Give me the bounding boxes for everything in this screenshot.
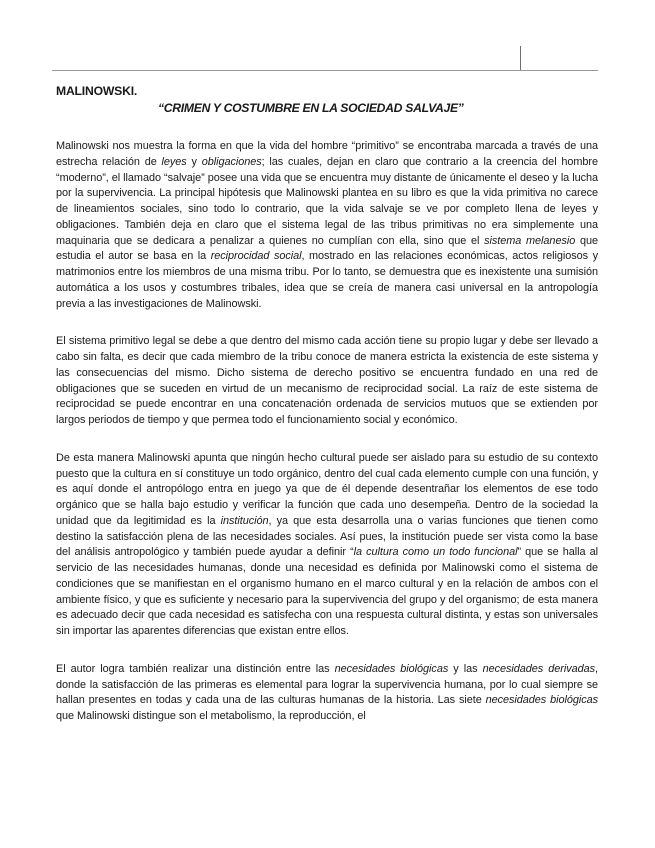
header-rule [52,70,598,71]
text-run: que Malinowski distingue son el metabolismo, la reproducción, el [56,710,366,722]
document-body [56,84,598,725]
text-run: , donde la satisfacción de las primeras es elemental para lograr la supervivencia humana, por lo cual siempre se hallan presentes en todas y cada una de las culturas humanas de la historia. Las siete [56,662,598,707]
text-run: Malinowski nos muestra la forma en que la vida del hombre “primitivo” se encontraba marcada a través de una estrecha relación de [56,140,598,168]
text-run: que estudia el autor se basa en la [56,234,599,263]
book-title: “CRIMEN Y COSTUMBRE EN LA SOCIEDAD SALVAJE” [158,101,464,115]
text-run: El autor logra también realizar una distinción entre las [56,662,335,675]
paragraph-1 [56,139,598,312]
author-heading: MALINOWSKI. [56,84,138,98]
header-tick-mark [520,46,521,70]
italic-term: la cultura como un todo funcional [353,546,518,559]
text-run: y [186,155,202,168]
italic-term: institución [220,514,269,527]
italic-term: necesidades biológicas [485,694,599,707]
text-run: ” que se halla al servicio de las necesidades humanas, donde una necesidad es definida por Malinowski como el sistema de condiciones que se manifiestan en el organismo humano en el marco cultural y en la relación de ambos con el ambiente físico, y que es suficiente y necesario para la supervivencia del grupo y del organismo; de esta manera es adecuado decir que cada necesidad es satisfecha con una respuesta cultural distinta, y estas son universales sin importar las aparentes diferencias que existan entre ellos. [56,546,598,637]
italic-term: obligaciones [201,155,262,168]
italic-term: necesidades biológicas [334,662,449,675]
text-run: De esta manera Malinowski apunta que ningún hecho cultural puede ser aislado para su estudio de su contexto puesto que la cultura en sí constituye un todo orgánico, dentro del cual cada elemento cumple con una función, y es aquí donde el antropólogo entra en juego ya que de él depende desentrañar los elementos de ese todo orgánico que se halla bajo estudio y verificar la función que cada uno desempeña. Dentro de la sociedad la unidad que da legitimidad es la [56,451,598,527]
italic-term: necesidades derivadas [482,662,596,675]
text-run: , mostrado en las relaciones económicas, actos religiosos y matrimonios entre los miembros de una misma tribu. Por lo tanto, se demuestra que es inexistente una sumisión automática a los usos y costumbres tribales, idea que se creía de manera casi universal en la antropología previa a las investigaciones de Malinowski. [56,250,598,310]
italic-term: reciprocidad social [210,250,302,263]
italic-term: sistema melanesio [484,234,576,247]
text-run: , ya que esta desarrolla una o varias funciones que tienen como destino la satisfacción plena de las necesidades sociales. Así pues, la institución puede ser vista como la base del análisis antropológico y también puede ayudar a definir “ [56,514,598,559]
text-run: ; las cuales, dejan en claro que contrario a la creencia del hombre “moderno”, el llamado “salvaje” posee una vida que se encuentra muy distante de únicamente el deseo y la lucha por la supervivencia. La principal hipótesis que Malinowski plantea en su libro es que la vida primitiva no carece de lineamientos sociales, sino todo lo contrario, que la vida salvaje se ve por completo llena de leyes y obligaciones. También deja en claro que el sistema legal de las tribus primitivas no era simplemente una maquinaria que se dedicara a penalizar a quienes no cumplían con ella, sino que el [56,155,598,247]
paragraph-4 [56,662,598,725]
text-run: y las [448,662,483,675]
paragraph-2: El sistema primitivo legal se debe a que dentro del mismo cada acción tiene su propio lugar y debe ser llevado a cabo sin falta, es decir que cada miembro de la tribu conoce de manera estricta la existencia de este sistema y las consecuencias del mismo. Dicho sistema de derecho positivo se encuentra fundado en una red de obligaciones que se suceden en virtud de un mecanismo de reciprocidad social. La raíz de este sistema de reciprocidad se puede encontrar en una concatenación ordenada de servicios mutuos que se extienden por largos periodos de tiempo y que permea todo el funcionamiento social y económico. [56,335,598,426]
italic-term: leyes [161,155,187,168]
paragraph-3 [56,451,598,640]
